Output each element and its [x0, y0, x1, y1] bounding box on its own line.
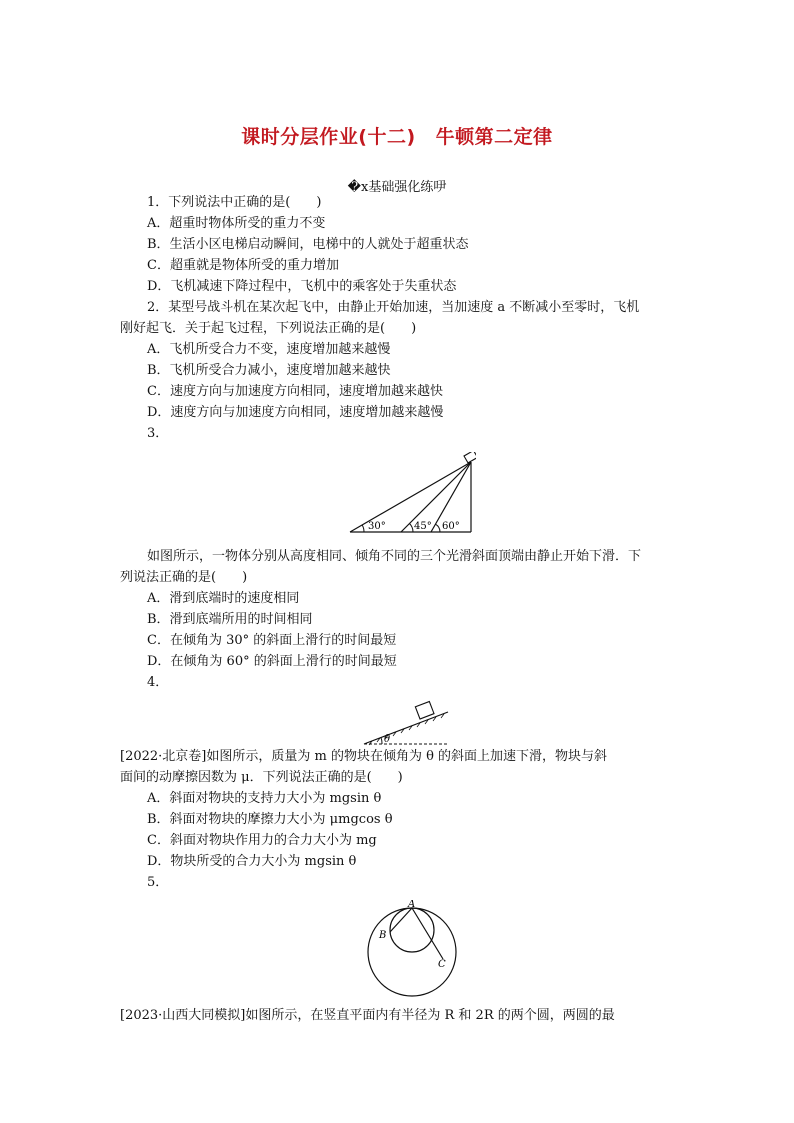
circles-figure: [362, 900, 466, 1000]
question-3-option-b: B．滑到底端所用的时间相同: [147, 612, 313, 627]
point-b-label: B: [379, 930, 387, 941]
question-2-option-b: B．飞机所受合力减小，速度增加越来越快: [147, 363, 391, 378]
question-5-number: 5．: [147, 875, 169, 890]
question-3-stem-line1: 如图所示，一物体分别从高度相同、倾角不同的三个光滑斜面顶端由静止开始下滑．下: [147, 549, 642, 564]
page-title: [0, 122, 794, 149]
slope-line: [364, 712, 448, 744]
question-2-stem-line2: 刚好起飞．关于起飞过程，下列说法正确的是( ): [120, 321, 417, 336]
inclines-figure: [346, 452, 476, 536]
question-3-option-d: D．在倾角为 60° 的斜面上滑行的时间最短: [147, 654, 397, 669]
question-1-option-a: A．超重时物体所受的重力不变: [147, 216, 326, 231]
question-3-stem-line2: 列说法正确的是( ): [120, 570, 248, 585]
question-1-stem: 1．下列说法中正确的是( ): [147, 195, 322, 210]
question-1-option-d: D．飞机减速下降过程中，飞机中的乘客处于失重状态: [147, 279, 457, 294]
question-1-option-c: C．超重就是物体所受的重力增加: [147, 258, 339, 273]
angle-label-60: 60°: [442, 521, 460, 532]
slope-figure: [360, 698, 452, 748]
question-3-option-c: C．在倾角为 30° 的斜面上滑行的时间最短: [147, 633, 397, 648]
block-shape: [464, 452, 476, 463]
question-4-option-d: D．物块所受的合力大小为 mgsin θ: [147, 854, 357, 869]
title-main: 课时分层作业(十二): [241, 126, 416, 148]
question-2-option-c: C．速度方向与加速度方向相同，速度增加越来越快: [147, 384, 443, 399]
question-3-option-a: A．滑到底端时的速度相同: [147, 591, 300, 606]
question-4-number: 4．: [147, 675, 169, 690]
question-3-number: 3．: [147, 426, 169, 441]
question-5-stem-line1: [2023·山西大同模拟]如图所示，在竖直平面内有半径为 R 和 2R 的两个圆，两圆的最: [120, 1008, 615, 1023]
question-1-option-b: B．生活小区电梯启动瞬间，电梯中的人就处于超重状态: [147, 237, 469, 252]
question-4-option-c: C．斜面对物块作用力的合力大小为 mg: [147, 833, 377, 848]
question-2-option-a: A．飞机所受合力不变，速度增加越来越慢: [147, 342, 391, 357]
small-circle: [390, 908, 434, 952]
question-4-option-a: A．斜面对物块的支持力大小为 mgsin θ: [147, 791, 382, 806]
angle-label-30: 30°: [368, 521, 386, 532]
title-sub: 牛顿第二定律: [435, 126, 553, 148]
question-4-stem-line1: [2022·北京卷]如图所示，质量为 m 的物块在倾角为 θ 的斜面上加速下滑，物块与斜: [120, 749, 608, 764]
theta-label: θ: [384, 734, 391, 745]
block-on-slope: [415, 701, 434, 719]
section-heading: �x基础强化练吚: [347, 180, 447, 195]
question-4-stem-line2: 面间的动摩擦因数为 μ．下列说法正确的是( ): [120, 770, 403, 785]
question-4-option-b: B．斜面对物块的摩擦力大小为 μmgcos θ: [147, 812, 393, 827]
question-2-stem-line1: 2．某型号战斗机在某次起飞中，由静止开始加速，当加速度 a 不断减小至零时，飞机: [147, 300, 640, 315]
point-a-label: A: [408, 900, 416, 910]
angle-label-45: 45°: [414, 521, 432, 532]
question-2-option-d: D．速度方向与加速度方向相同，速度增加越来越慢: [147, 405, 444, 420]
slope-hatching: [369, 714, 444, 745]
point-c-label: C: [438, 959, 446, 970]
